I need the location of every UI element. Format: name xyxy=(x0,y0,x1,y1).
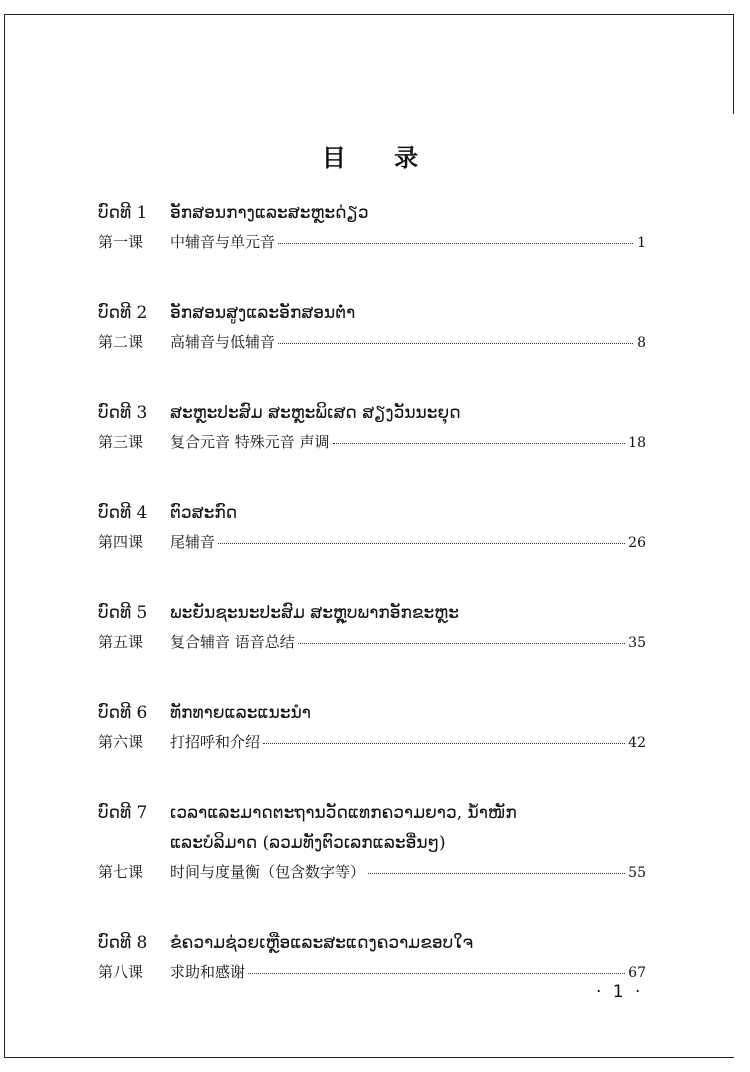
dot-leader xyxy=(333,443,626,444)
toc-entry-8[interactable] xyxy=(98,928,646,986)
toc-entry-6[interactable] xyxy=(98,698,646,756)
zh-lesson-label: 第二课 xyxy=(98,333,144,351)
lao-lesson-title: ຕົວສະກົດ xyxy=(170,503,238,523)
toc-entry-5[interactable] xyxy=(98,598,646,656)
lao-lesson-title: ພະຍັນຊະນະປະສົມ ສະຫຼຸບພາກອັກຂະຫຼະ xyxy=(170,603,459,623)
dot-leader xyxy=(368,873,625,874)
zh-lesson-title[interactable]: 打招呼和介绍 xyxy=(170,733,261,751)
toc-entry-4[interactable] xyxy=(98,498,646,556)
lao-lesson-label: ບົດທີ 3 xyxy=(98,403,148,423)
zh-lesson-title[interactable]: 时间与度量衡（包含数字等） xyxy=(170,863,366,881)
lao-lesson-title: ອັກສອນກາງແລະສະຫຼະດ່ຽວ xyxy=(170,203,369,223)
page-number: 8 xyxy=(637,335,646,351)
page-number: 1 xyxy=(637,235,646,251)
lao-lesson-label: ບົດທີ 6 xyxy=(98,703,148,723)
page-border-right xyxy=(733,14,734,114)
zh-lesson-title[interactable]: 中辅音与单元音 xyxy=(170,233,276,251)
lao-lesson-label: ບົດທີ 4 xyxy=(98,503,148,523)
zh-lesson-title[interactable]: 复合元音 特殊元音 声调 xyxy=(170,433,330,451)
lao-lesson-label: ບົດທີ 5 xyxy=(98,603,148,623)
zh-lesson-label: 第七课 xyxy=(98,863,144,881)
zh-lesson-label: 第三课 xyxy=(98,433,144,451)
zh-lesson-label: 第五课 xyxy=(98,633,144,651)
lao-lesson-title: ເວລາແລະມາດຕະຖານວັດແທກຄວາມຍາວ, ນ້ຳໜັກ xyxy=(170,803,517,823)
page-title: 目 录 xyxy=(321,144,439,172)
table-of-contents xyxy=(98,198,646,986)
dot-leader xyxy=(298,643,625,644)
page-border-top xyxy=(4,14,734,15)
lao-lesson-title: ສະຫຼະປະສົມ ສະຫຼະພິເສດ ສຽງວັນນະຍຸດ xyxy=(170,403,461,423)
toc-entry-3[interactable] xyxy=(98,398,646,456)
lao-lesson-label: ບົດທີ 1 xyxy=(98,203,148,223)
dot-leader xyxy=(218,543,625,544)
zh-lesson-title[interactable]: 求助和感谢 xyxy=(170,963,246,981)
dot-leader xyxy=(278,343,633,344)
dot-leader xyxy=(248,973,625,974)
page-number: 35 xyxy=(628,635,646,651)
lao-lesson-label: ບົດທີ 8 xyxy=(98,933,148,953)
page-number: 67 xyxy=(628,965,646,981)
lao-lesson-title: ທັກທາຍແລະແນະນຳ xyxy=(170,703,311,723)
toc-entry-1[interactable] xyxy=(98,198,646,256)
lao-lesson-label: ບົດທີ 7 xyxy=(98,803,148,823)
lao-lesson-label: ບົດທີ 2 xyxy=(98,303,148,323)
toc-entry-7[interactable] xyxy=(98,798,646,886)
page-number: 26 xyxy=(628,535,646,551)
page-number: 42 xyxy=(628,735,646,751)
dot-leader xyxy=(278,243,633,244)
zh-lesson-label: 第六课 xyxy=(98,733,144,751)
lao-lesson-title: ອັກສອນສູງແລະອັກສອນຕ່ຳ xyxy=(170,303,356,323)
footer-page-number: · 1 · xyxy=(596,982,644,1002)
zh-lesson-label: 第一课 xyxy=(98,233,144,251)
page-number: 18 xyxy=(628,435,646,451)
zh-lesson-title[interactable]: 复合辅音 语音总结 xyxy=(170,633,295,651)
page-border-bottom xyxy=(4,1057,734,1058)
toc-entry-2[interactable] xyxy=(98,298,646,356)
zh-lesson-title[interactable]: 尾辅音 xyxy=(170,533,216,551)
lao-lesson-title-continued: ແລະບໍລິມາດ (ລວມທັງຕົວເລກແລະອື່ນໆ) xyxy=(170,833,446,853)
zh-lesson-label: 第四课 xyxy=(98,533,144,551)
zh-lesson-title[interactable]: 高辅音与低辅音 xyxy=(170,333,276,351)
zh-lesson-label: 第八课 xyxy=(98,963,144,981)
dot-leader xyxy=(263,743,625,744)
lao-lesson-title: ຂໍຄວາມຊ່ວຍເຫຼືອແລະສະແດງຄວາມຂອບໃຈ xyxy=(170,933,474,953)
page-number: 55 xyxy=(628,865,646,881)
